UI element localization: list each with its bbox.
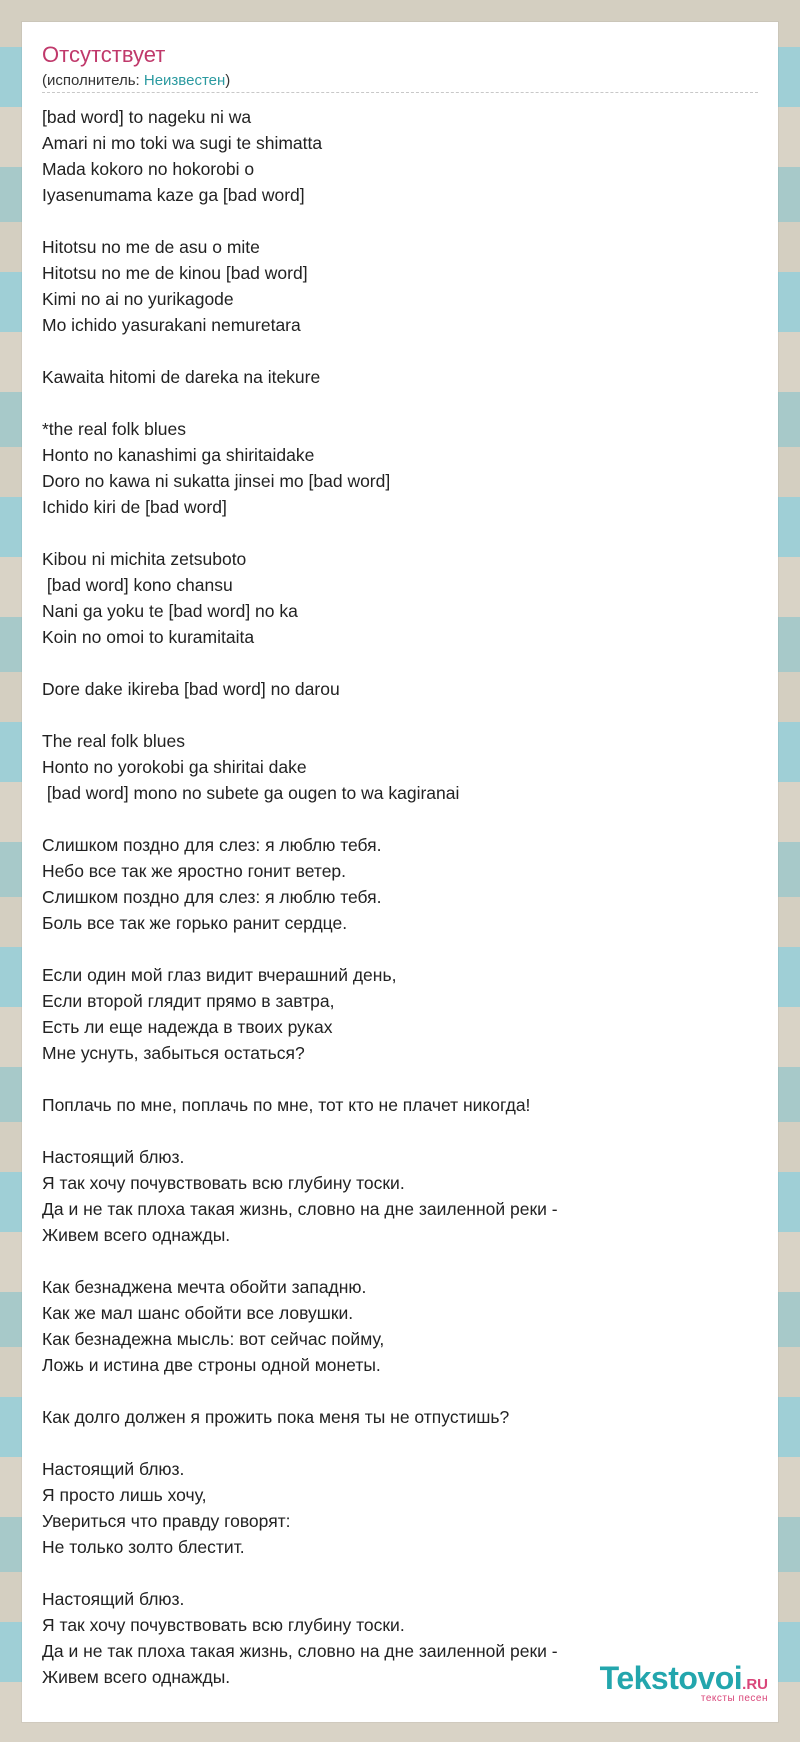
lyrics-text xyxy=(42,104,758,1690)
artist-link[interactable]: Неизвестен xyxy=(143,72,226,89)
lyric-line: Живем всего однажды. xyxy=(42,1225,231,1245)
lyric-line: Honto no kanashimi ga shiritaidake xyxy=(42,445,315,465)
lyric-line: Doro no kawa ni sukatta jinsei mo [bad word] xyxy=(42,471,391,491)
lyric-line: Kibou ni michita zetsuboto xyxy=(42,549,247,569)
lyric-line: Hitotsu no me de kinou [bad word] xyxy=(42,263,308,283)
logo-tld: .RU xyxy=(742,1676,768,1693)
logo-tagline: тексты песен xyxy=(700,1693,768,1704)
lyric-line: Kimi no ai no yurikagode xyxy=(42,289,234,309)
song-artist-line xyxy=(42,72,230,89)
lyric-line: Увериться что правду говорят: xyxy=(42,1511,291,1531)
lyric-line: Как безнаджена мечта обойти западню. xyxy=(42,1277,367,1297)
lyric-line: Боль все так же горько ранит сердце. xyxy=(42,913,348,933)
lyric-line: Я так хочу почувствовать всю глубину тоски. xyxy=(42,1615,405,1635)
lyric-line: Если второй глядит прямо в завтра, xyxy=(42,991,335,1011)
lyric-line: [bad word] mono no subete ga ougen to wa kagiranai xyxy=(46,783,460,803)
lyric-line: Небо все так же яростно гонит ветер. xyxy=(42,861,347,881)
lyric-line: Как безнадежна мысль: вот сейчас пойму, xyxy=(42,1329,385,1349)
lyric-line: Слишком поздно для слез: я люблю тебя. xyxy=(42,835,382,855)
lyric-line: Как же мал шанс обойти все ловушки. xyxy=(42,1303,354,1323)
lyric-line: Не только золто блестит. xyxy=(42,1537,245,1557)
lyric-line: Живем всего однажды. xyxy=(42,1667,231,1687)
lyric-line: Как долго должен я прожить пока меня ты не отпустишь? xyxy=(42,1407,510,1427)
artist-suffix: ) xyxy=(225,72,231,89)
lyric-line: Если один мой глаз видит вчерашний день, xyxy=(42,965,397,985)
lyrics-card xyxy=(22,22,778,1722)
lyric-line: Honto no yorokobi ga shiritai dake xyxy=(42,757,307,777)
lyric-line: Ichido kiri de [bad word] xyxy=(42,497,227,517)
lyric-line: Mo ichido yasurakani nemuretara xyxy=(42,315,301,335)
lyric-line: Да и не так плоха такая жизнь, словно на дне заиленной реки - xyxy=(42,1199,558,1219)
site-logo[interactable] xyxy=(600,1660,768,1704)
lyric-line: Поплачь по мне, поплачь по мне, тот кто не плачет никогда! xyxy=(42,1095,531,1115)
lyric-line: Мне уснуть, забыться остаться? xyxy=(42,1043,305,1063)
lyric-line: The real folk blues xyxy=(42,731,185,751)
lyric-line: Ложь и истина две строны одной монеты. xyxy=(42,1355,381,1375)
lyric-line: Да и не так плоха такая жизнь, словно на дне заиленной реки - xyxy=(42,1641,558,1661)
lyric-line: Я так хочу почувствовать всю глубину тоски. xyxy=(42,1173,405,1193)
lyric-line: Dore dake ikireba [bad word] no darou xyxy=(42,679,340,699)
lyric-line: Mada kokoro no hokorobi o xyxy=(42,159,255,179)
logo-name: Tekstovoi xyxy=(599,1660,743,1696)
lyric-line: Настоящий блюз. xyxy=(42,1589,185,1609)
lyric-line: *the real folk blues xyxy=(42,419,186,439)
lyric-line: Hitotsu no me de asu o mite xyxy=(42,237,260,257)
lyric-line: Слишком поздно для слез: я люблю тебя. xyxy=(42,887,382,907)
lyric-line: [bad word] to nageku ni wa xyxy=(42,107,252,127)
lyric-line: Iyasenumama kaze ga [bad word] xyxy=(42,185,305,205)
lyric-line: Настоящий блюз. xyxy=(42,1459,185,1479)
artist-prefix: (исполнитель: xyxy=(42,72,144,89)
lyric-line: [bad word] kono chansu xyxy=(46,575,233,595)
lyric-line: Настоящий блюз. xyxy=(42,1147,185,1167)
lyric-line: Nani ga yoku te [bad word] no ka xyxy=(42,601,298,621)
song-title: Отсутствует xyxy=(42,42,166,67)
lyric-line: Я просто лишь хочу, xyxy=(42,1485,207,1505)
lyric-line: Koin no omoi to kuramitaita xyxy=(42,627,255,647)
lyric-line: Amari ni mo toki wa sugi te shimatta xyxy=(42,133,323,153)
divider xyxy=(42,92,758,93)
lyric-line: Kawaita hitomi de dareka na itekure xyxy=(42,367,321,387)
lyric-line: Есть ли еще надежда в твоих руках xyxy=(42,1017,333,1037)
